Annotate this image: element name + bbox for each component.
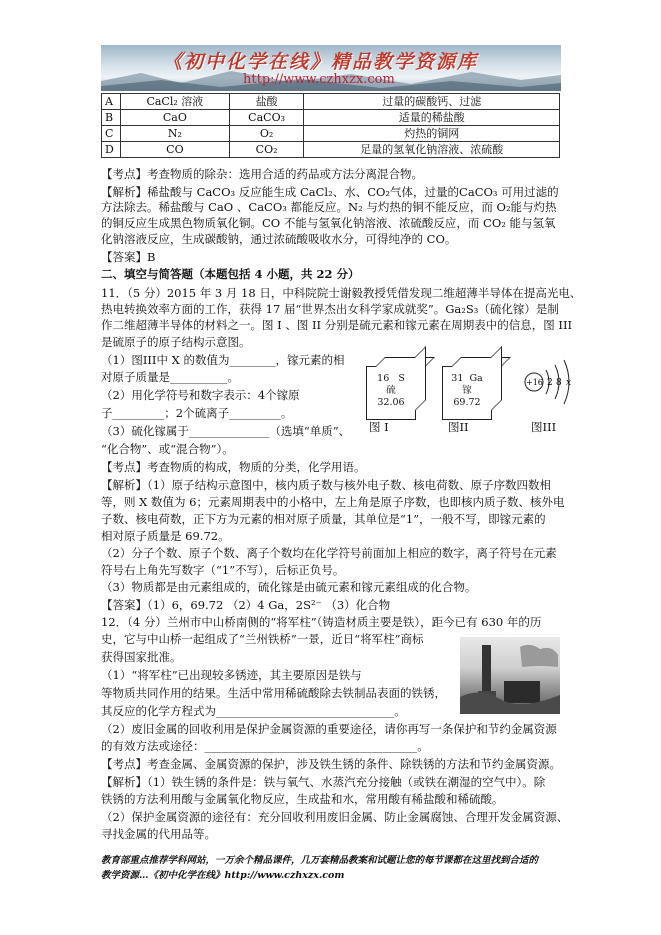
pillar-shape (482, 645, 491, 695)
text-line: 11．（5 分）2015 年 3 月 18 日，中科院院士谢毅教授凭借发现二维超薄半导体在提高光电、 (101, 286, 582, 300)
text-line: （2）保护金属资源的途径有：充分回收利用废旧金属、防止金属腐蚀、合理开发金属资源、 (101, 810, 569, 824)
table-cell: N₂ (121, 126, 230, 142)
pillar-illustration (460, 637, 560, 714)
shell-electrons: x (566, 378, 572, 388)
nucleus-charge: +16 (526, 378, 543, 387)
box-top-face (375, 357, 435, 367)
text-line: 化钠溶液反应，生成碳酸钠，通过浓硫酸吸收水分，可得纯净的 CO。 (101, 232, 457, 246)
table-row (102, 126, 560, 142)
text-line: 其反应的化学方程式为_______________________________。 (101, 704, 406, 718)
table-row (102, 94, 560, 110)
atomic-number: 31 (451, 373, 464, 384)
answer-line: 【答案】（1）6，69.72 （2）4 Ga，2S²⁻ （3）化合物 (101, 598, 391, 612)
text-line: 符号右上角先写数字（“1”不写），后标正负号。 (101, 563, 345, 577)
table-cell: CO (121, 142, 230, 158)
text-line: 作二维超薄半导体的材料之一。图 I 、图 II 分别是硫元素和镓元素在周期表中的信息，图 III (101, 318, 573, 332)
atomic-mass: 32.06 (377, 397, 405, 408)
text-line: 12．（4 分）兰州市中山桥南侧的“将军柱”（铸造材质主要是铁），距今已有 630 年的历 (101, 615, 542, 629)
text-line: 铁锈的方法利用酸与金属氧化物反应，生成盐和水，常用酸有稀盐酸和稀硫酸。 (101, 792, 504, 806)
shell-electrons: 8 (556, 378, 562, 388)
text-line: （3）硫化镓属于______________（选填“单质”、 (101, 424, 351, 438)
table-cell: 盐酸 (229, 94, 304, 110)
section-heading: 二、填空与简答题（本题包括 4 小题，共 22 分） (101, 267, 360, 281)
footer-line: 教学资源…《初中化学在线》http://www.czhxzx.com (101, 870, 345, 881)
figure-caption: 图III (531, 420, 557, 434)
text-line: （2）废旧金属的回收利用是保护金属资源的重要途径，请你再写一条保护和节约金属资源 (101, 722, 557, 736)
text-line: （2）分子个数、原子个数、离子个数均在化学符号前面加上相应的数字，离子符号在元素 (101, 546, 557, 560)
table-cell: B (102, 110, 121, 126)
header-banner (101, 45, 561, 91)
text-line: 方法除去。稀盐酸与 CaO 、CaCO₃ 都能反应。N₂ 与灼热的铜不能反应，而 O₂能与灼热 (101, 200, 557, 214)
sulfur-element-box (366, 366, 416, 420)
table-row (102, 110, 560, 126)
text-line: 【考点】考查金属、金属资源的保护，涉及铁生锈的条件、除铁锈的方法和节约金属资源。 (101, 757, 561, 771)
atomic-number: 16 (377, 373, 390, 384)
text-line: （2）用化学符号和数字表示：4个镓原 (101, 388, 300, 402)
text-line: 获得国家批准。 (101, 650, 182, 664)
box-side-face (415, 346, 426, 411)
text-line: （1）图III中 X 的数值为________，镓元素的相 (101, 353, 345, 367)
text-line: 【考点】考查物质的构成，物质的分类，化学用语。 (101, 460, 366, 474)
text-line: 对原子质量是__________。 (101, 370, 239, 384)
text-line: （3）物质都是由元素组成的，硫化镓是由硫元素和镓元素组成的化合物。 (101, 580, 477, 594)
text-line: 热电转换效率方面的工作，获得 17 届“世界杰出女科学家成就奖”。Ga₂S₃（硫化镓）是制 (101, 302, 559, 316)
table-cell: A (102, 94, 121, 110)
sign-board (504, 681, 540, 703)
text-line: 【解析】稀盐酸与 CaCO₃ 反应能生成 CaCl₂、水、CO₂气体，过量的CaCO₃ 可用过滤的 (101, 185, 559, 199)
table-cell: C (102, 126, 121, 142)
text-line: 的有效方法或途径：_____________________________________。 (101, 739, 429, 753)
table-cell: O₂ (229, 126, 304, 142)
atom-structure-diagram (520, 355, 580, 410)
element-info (367, 373, 415, 409)
text-line: 等，则 X 数值为 6；元素周期表中的小格中，左上角是原子序数，也即核内质子数、核外电 (101, 495, 565, 509)
figure-caption: 图 I (369, 420, 389, 434)
table-cell: CaO (121, 110, 230, 126)
element-symbol: Ga (469, 373, 483, 384)
footer-line: 教育部重点推荐学科网站，一万余个精品课件，几万套精品教案和试题让您的每节课都在这里找到合适的 (101, 855, 539, 866)
banner-url: http://www.czhxzx.com (243, 72, 395, 87)
text-line: 【解析】（1）铁生锈的条件是：铁与氧气、水蒸汽充分接触（或铁在潮湿的空气中）。除 (101, 775, 546, 789)
box-top-face (451, 357, 511, 367)
table-cell: 过量的碳酸钙、过滤 (304, 94, 560, 110)
text-line: 【解析】（1）原子结构示意图中，核内质子数与核外电子数、核电荷数、原子序数四数相 (101, 478, 552, 492)
figure-caption: 图II (448, 420, 469, 434)
table-cell: 适量的稀盐酸 (304, 110, 560, 126)
table-cell: 灼热的铜网 (304, 126, 560, 142)
element-name: 镓 (462, 385, 472, 396)
options-table (101, 93, 560, 158)
text-line: 的铜反应生成黑色物质氧化铜。CO 不能与氢氧化钠溶液、浓硫酸反应，而 CO₂ 能与氢氧 (101, 216, 556, 230)
box-side-face (491, 346, 502, 411)
table-cell: CaCO₃ (229, 110, 304, 126)
banner-title: 《初中化学在线》精品教学资源库 (163, 51, 479, 73)
gallium-element-box (442, 366, 492, 420)
text-line: 史，它与中山桥一起组成了“兰州铁桥”一景，近日“将军柱”商标 (101, 632, 424, 646)
text-line: “化合物”、或“混合物”）。 (101, 442, 234, 456)
text-line: 相对原子质量是 69.72。 (101, 529, 230, 543)
text-line: 等物质共同作用的结果。生活中常用稀硫酸除去铁制品表面的铁锈， (101, 686, 446, 700)
atomic-mass: 69.72 (453, 397, 481, 408)
text-line: 子_________；2个硫离子_________。 (101, 406, 293, 420)
element-name: 硫 (386, 385, 396, 396)
element-info (443, 373, 491, 409)
table-cell: D (102, 142, 121, 158)
table-row (102, 142, 560, 158)
text-line: 是硫原子的原子结构示意图。 (101, 335, 251, 349)
pillar-photo (460, 637, 560, 714)
shell-electrons: 2 (547, 378, 553, 388)
table-cell: CO₂ (229, 142, 304, 158)
table-cell: 足量的氢氧化钠溶液、浓硫酸 (304, 142, 560, 158)
text-line: 【答案】B (101, 250, 156, 264)
text-line: 子数、核电荷数，正下方为元素的相对原子质量，其单位是“1”，一般不写，即镓元素的 (101, 512, 546, 526)
element-symbol: S (398, 373, 405, 384)
text-line: 【考点】考查物质的除杂：选用合适的药品或方法分离混合物。 (101, 167, 423, 181)
table-cell: CaCl₂ 溶液 (121, 94, 230, 110)
tree-foliage (520, 645, 558, 667)
text-line: 寻找金属的代用品等。 (101, 827, 216, 841)
text-line: （1）“将军柱”已出现较多锈迹，其主要原因是铁与 (101, 668, 362, 682)
